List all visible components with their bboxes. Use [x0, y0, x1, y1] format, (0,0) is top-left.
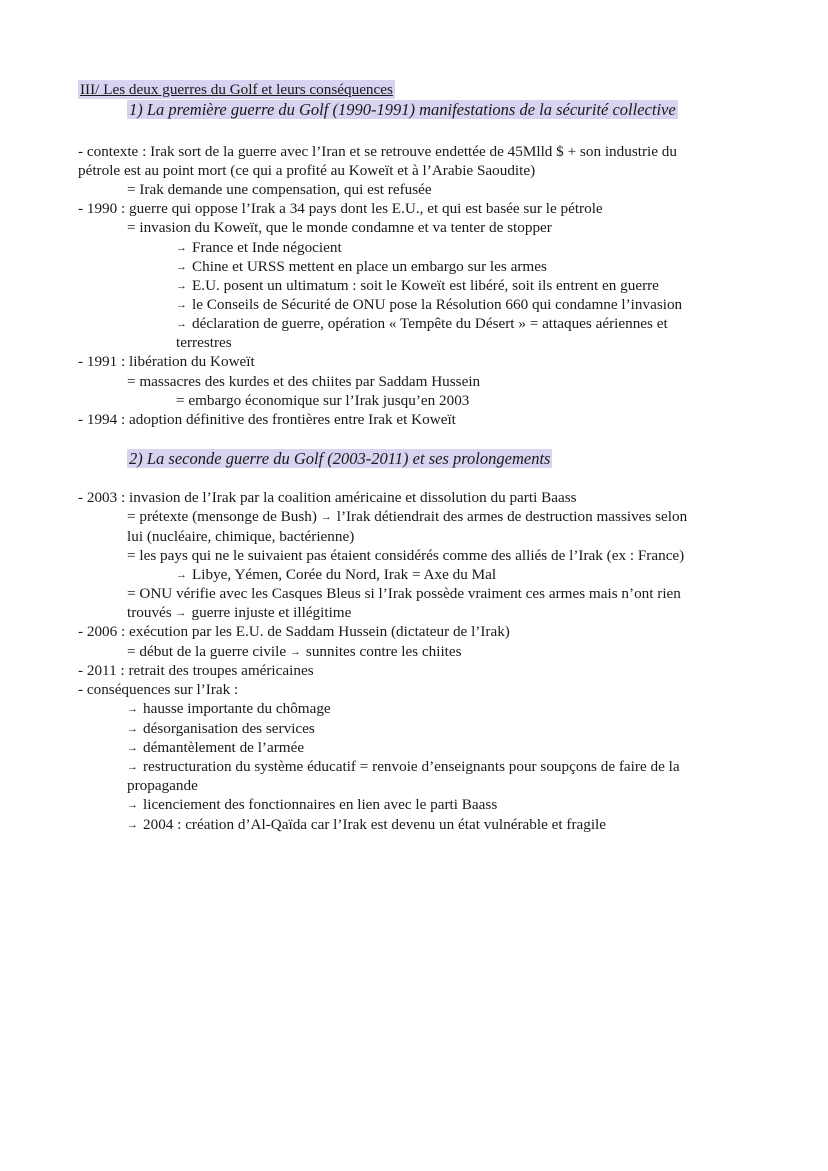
text-line: = les pays qui ne le suivaient pas étaient considérés comme des alliés de l’Irak (ex : France): [127, 547, 685, 564]
arrow-icon: →: [127, 723, 138, 735]
text-line: - contexte : Irak sort de la guerre avec l’Iran et se retrouve endettée de 45Mlld $ + son industrie du: [78, 143, 677, 160]
arrow-icon: →: [176, 242, 187, 254]
text-line: = Irak demande une compensation, qui est refusée: [127, 181, 432, 198]
arrow-item: → déclaration de guerre, opération « Tempête du Désert » = attaques aériennes et: [176, 315, 668, 332]
text-line: trouvés → guerre injuste et illégitime: [127, 604, 352, 621]
arrow-item: → Chine et URSS mettent en place un embargo sur les armes: [176, 258, 547, 275]
text-line: = prétexte (mensonge de Bush) → l’Irak détiendrait des armes de destruction massives selon: [127, 508, 688, 525]
arrow-icon: →: [176, 569, 187, 581]
text-line: = ONU vérifie avec les Casques Bleus si l’Irak possède vraiment ces armes mais n’ont rien: [127, 585, 681, 602]
arrow-item: → France et Inde négocient: [176, 239, 342, 256]
arrow-icon: →: [127, 799, 138, 811]
arrow-item: → hausse importante du chômage: [127, 700, 331, 717]
text-line: terrestres: [176, 334, 232, 351]
text-line: - 2003 : invasion de l’Irak par la coalition américaine et dissolution du parti Baass: [78, 489, 577, 506]
text-line: lui (nucléaire, chimique, bactérienne): [127, 528, 355, 545]
text-line: = massacres des kurdes et des chiites par Saddam Hussein: [127, 373, 481, 390]
arrow-icon: →: [176, 299, 187, 311]
arrow-icon: →: [127, 761, 138, 773]
arrow-icon: →: [175, 607, 187, 619]
arrow-icon: →: [127, 819, 138, 831]
arrow-icon: →: [127, 703, 138, 715]
text-line: - 2006 : exécution par les E.U. de Saddam Hussein (dictateur de l’Irak): [78, 623, 510, 640]
arrow-icon: →: [176, 318, 187, 330]
arrow-icon: →: [289, 646, 301, 658]
section-2-title: 2) La seconde guerre du Golf (2003-2011) et ses prolongements: [129, 449, 551, 468]
arrow-item: → désorganisation des services: [127, 720, 315, 737]
text-line: propagande: [127, 777, 198, 794]
text-line: - 1990 : guerre qui oppose l’Irak a 34 pays dont les E.U., et qui est basée sur le pétrole: [78, 200, 603, 217]
arrow-item: → restructuration du système éducatif = renvoie d’enseignants pour soupçons de faire de la: [127, 758, 680, 775]
text-line: - 1994 : adoption définitive des frontières entre Irak et Koweït: [78, 411, 456, 428]
text-line: pétrole est au point mort (ce qui a profité au Koweït et à l’Arabie Saoudite): [78, 162, 536, 179]
text-line: - conséquences sur l’Irak :: [78, 681, 239, 698]
arrow-item: → le Conseils de Sécurité de ONU pose la Résolution 660 qui condamne l’invasion: [176, 296, 683, 313]
arrow-item: → démantèlement de l’armée: [127, 739, 305, 756]
text-line: = début de la guerre civile → sunnites contre les chiites: [127, 643, 462, 660]
text-line: - 1991 : libération du Koweït: [78, 353, 255, 370]
arrow-icon: →: [320, 511, 332, 523]
text-line: - 2011 : retrait des troupes américaines: [78, 662, 314, 679]
arrow-item: → E.U. posent un ultimatum : soit le Koweït est libéré, soit ils entrent en guerre: [176, 277, 659, 294]
arrow-item: → 2004 : création d’Al-Qaïda car l’Irak est devenu un état vulnérable et fragile: [127, 816, 607, 833]
text-line: = invasion du Koweït, que le monde condamne et va tenter de stopper: [127, 219, 552, 236]
arrow-item: → Libye, Yémen, Corée du Nord, Irak = Axe du Mal: [176, 566, 497, 583]
main-heading: III/ Les deux guerres du Golf et leurs conséquences: [80, 81, 393, 98]
text-line: = embargo économique sur l’Irak jusqu’en 2003: [176, 392, 470, 409]
section-1-title: 1) La première guerre du Golf (1990-1991) manifestations de la sécurité collective: [129, 100, 676, 119]
arrow-icon: →: [127, 742, 138, 754]
arrow-item: → licenciement des fonctionnaires en lien avec le parti Baass: [127, 796, 498, 813]
arrow-icon: →: [176, 280, 187, 292]
arrow-icon: →: [176, 261, 187, 273]
